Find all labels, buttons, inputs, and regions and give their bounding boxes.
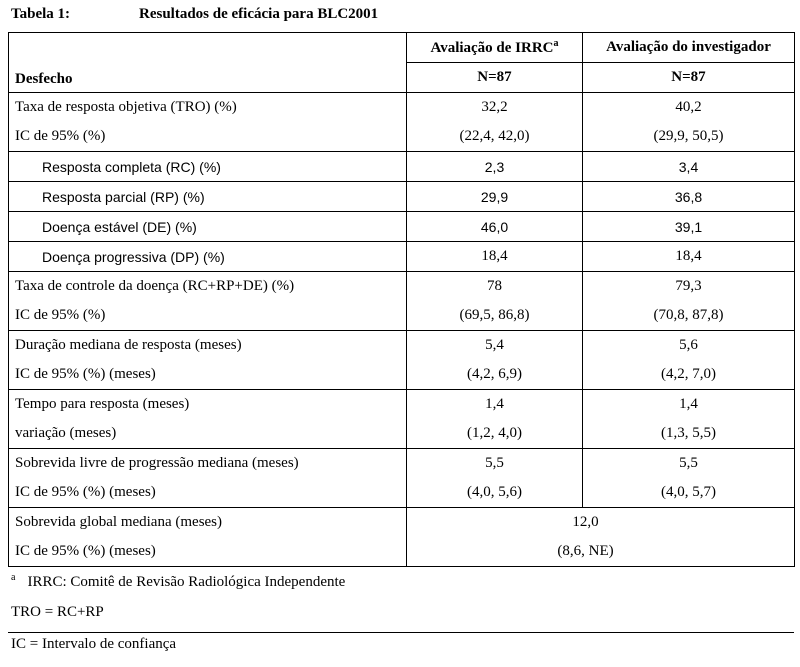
investigator-value: (29,9, 50,5) — [583, 122, 795, 152]
table-row — [9, 182, 795, 212]
table-row — [9, 212, 795, 242]
irrc-value: (1,2, 4,0) — [407, 419, 583, 449]
investigator-value: 36,8 — [583, 182, 795, 212]
table-number: Tabela 1: — [11, 6, 71, 22]
overall-value: (8,6, NE) — [407, 537, 795, 567]
row-label: Doença progressiva (DP) (%) — [9, 242, 407, 272]
row-label: Doença estável (DE) (%) — [9, 212, 407, 242]
table-row — [9, 390, 795, 420]
footnote-irrc-text: IRRC: Comitê de Revisão Radiológica Independente — [27, 574, 346, 590]
irrc-value: (22,4, 42,0) — [407, 122, 583, 152]
row-label: Duração mediana de resposta (meses) — [9, 331, 407, 361]
row-label: IC de 95% (%) — [9, 122, 407, 152]
investigator-header: Avaliação do investigador — [583, 33, 795, 63]
irrc-value: 18,4 — [407, 242, 583, 272]
irrc-value: 32,2 — [407, 93, 583, 123]
investigator-value: (4,2, 7,0) — [583, 360, 795, 390]
row-label: IC de 95% (%) (meses) — [9, 537, 407, 567]
investigator-value: 5,5 — [583, 449, 795, 479]
irrc-value: (4,2, 6,9) — [407, 360, 583, 390]
footnote-divider — [8, 632, 794, 633]
footnote-irrc — [11, 572, 345, 591]
irrc-value: 5,5 — [407, 449, 583, 479]
table-row — [9, 301, 795, 331]
footnote-mark: a — [11, 572, 16, 583]
table-row — [9, 242, 795, 272]
table-row — [9, 508, 795, 538]
table-row — [9, 537, 795, 567]
irrc-value: 2,3 — [407, 152, 583, 182]
irrc-n: N=87 — [407, 63, 583, 93]
row-label: variação (meses) — [9, 419, 407, 449]
outcome-header: Desfecho — [9, 33, 407, 93]
row-label: Taxa de controle da doença (RC+RP+DE) (%) — [9, 272, 407, 302]
investigator-n: N=87 — [583, 63, 795, 93]
efficacy-table — [8, 32, 795, 567]
table-row — [9, 93, 795, 123]
irrc-value: 29,9 — [407, 182, 583, 212]
investigator-value: 39,1 — [583, 212, 795, 242]
row-label: IC de 95% (%) (meses) — [9, 360, 407, 390]
investigator-value: 3,4 — [583, 152, 795, 182]
table-row — [9, 152, 795, 182]
row-label: Resposta completa (RC) (%) — [9, 152, 407, 182]
footnote-tro: TRO = RC+RP — [11, 604, 104, 620]
investigator-value: 79,3 — [583, 272, 795, 302]
overall-value: 12,0 — [407, 508, 795, 538]
table-row — [9, 449, 795, 479]
irrc-value: 1,4 — [407, 390, 583, 420]
row-label: Sobrevida global mediana (meses) — [9, 508, 407, 538]
irrc-value: 5,4 — [407, 331, 583, 361]
row-label: IC de 95% (%) (meses) — [9, 478, 407, 508]
investigator-value: 40,2 — [583, 93, 795, 123]
investigator-value: (4,0, 5,7) — [583, 478, 795, 508]
table-row — [9, 419, 795, 449]
irrc-value: (4,0, 5,6) — [407, 478, 583, 508]
investigator-value: (1,3, 5,5) — [583, 419, 795, 449]
irrc-value: 78 — [407, 272, 583, 302]
footnote-ic: IC = Intervalo de confiança — [11, 636, 177, 652]
investigator-value: 5,6 — [583, 331, 795, 361]
table-row — [9, 122, 795, 152]
row-label: Taxa de resposta objetiva (TRO) (%) — [9, 93, 407, 123]
row-label: Sobrevida livre de progressão mediana (meses) — [9, 449, 407, 479]
table-title: Resultados de eficácia para BLC2001 — [139, 6, 379, 22]
row-label: Resposta parcial (RP) (%) — [9, 182, 407, 212]
table-caption — [11, 6, 378, 26]
table-row — [9, 478, 795, 508]
irrc-value: (69,5, 86,8) — [407, 301, 583, 331]
row-label: Tempo para resposta (meses) — [9, 390, 407, 420]
table-row — [9, 360, 795, 390]
table-row — [9, 272, 795, 302]
investigator-value: (70,8, 87,8) — [583, 301, 795, 331]
row-label: IC de 95% (%) — [9, 301, 407, 331]
irrc-header: Avaliação de IRRC$^a$ — [407, 33, 583, 63]
irrc-value: 46,0 — [407, 212, 583, 242]
investigator-value: 18,4 — [583, 242, 795, 272]
table-row — [9, 331, 795, 361]
investigator-value: 1,4 — [583, 390, 795, 420]
